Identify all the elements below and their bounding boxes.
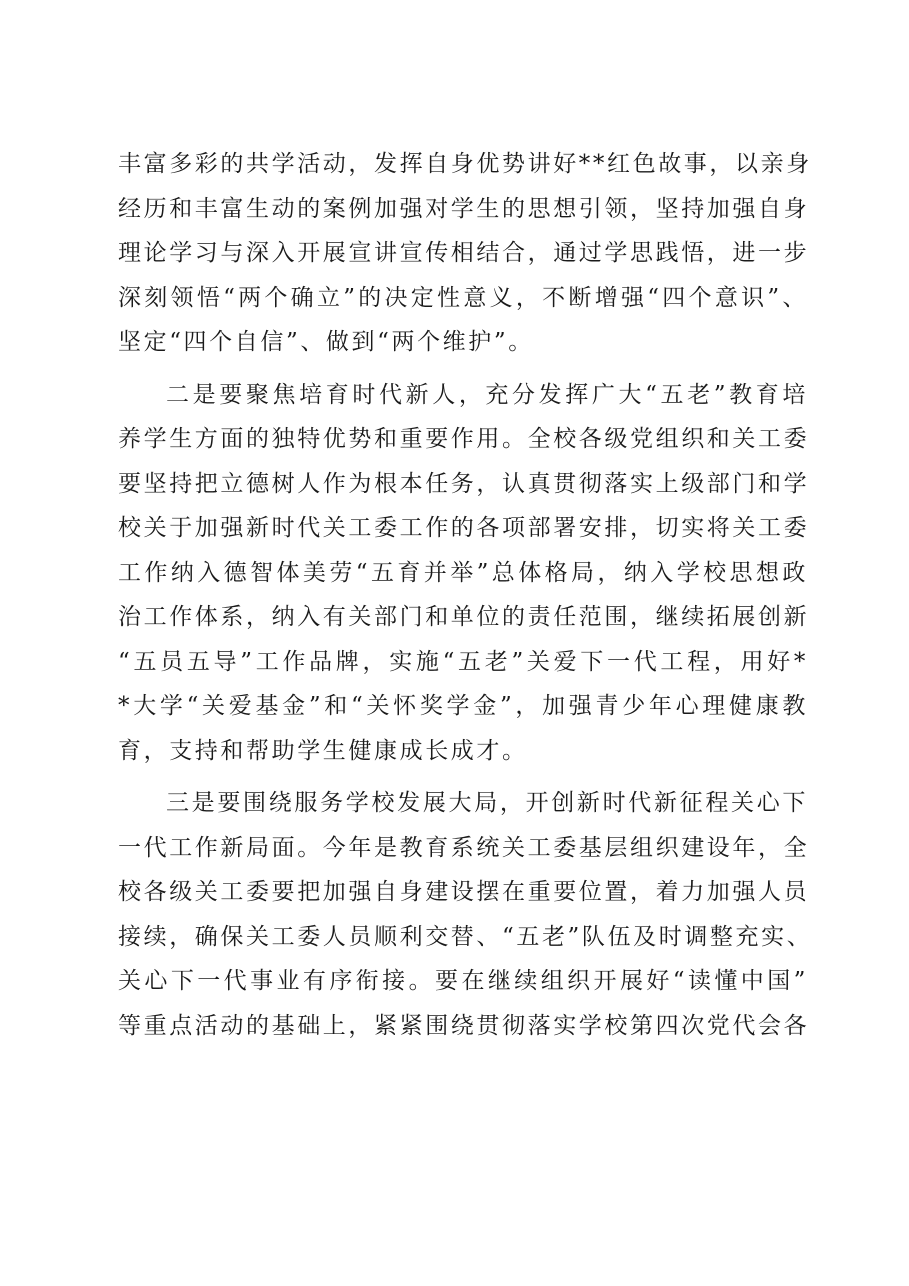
text-line: 校关于加强新时代关工委工作的各项部署安排，切实将关工委 [118, 515, 810, 541]
text-line: 工作纳入德智体美劳“五育并举”总体格局，纳入学校思想政 [118, 559, 808, 586]
text-line: 理论学习与深入开展宣讲宣传相结合，通过学思践悟，进一步 [118, 240, 810, 266]
text-line: 育，支持和帮助学生健康成长成才。 [118, 737, 528, 764]
text-line: 深刻领悟“两个确立”的决定性意义，不断增强“四个意识”、 [118, 284, 808, 311]
text-line: 一代工作新局面。今年是教育系统关工委基层组织建设年，全 [118, 834, 810, 861]
text-line: 关心下一代事业有序衔接。要在继续组织开展好“读懂中国” [118, 968, 808, 994]
text-line: 坚定“四个自信”、做到“两个维护”。 [118, 329, 534, 355]
paragraph-spacer [118, 773, 808, 781]
paragraph-2 [118, 373, 808, 774]
text-line: “五员五导”工作品牌，实施“五老”关爱下一代工程，用好* [118, 648, 808, 675]
text-line: 养学生方面的独特优势和重要作用。全校各级党组织和关工委 [118, 426, 810, 452]
text-line: 治工作体系，纳入有关部门和单位的责任范围，继续拓展创新 [118, 604, 810, 630]
text-line: 三是要围绕服务学校发展大局，开创新时代新征程关心下 [166, 790, 808, 816]
paragraph-3 [118, 781, 813, 1048]
text-line: 二是要聚焦培育时代新人，充分发挥广大“五老”教育培 [166, 381, 808, 408]
text-line: 校各级关工委要把加强自身建设摆在重要位置，着力加强人员 [118, 879, 810, 905]
text-line: 经历和丰富生动的案例加强对学生的思想引领，坚持加强自身 [118, 195, 810, 222]
document-body [118, 142, 813, 1048]
text-line: 接续，确保关工委人员顺利交替、“五老”队伍及时调整充实、 [118, 923, 813, 950]
text-line: *大学“关爱基金”和“关怀奖学金”，加强青少年心理健康教 [118, 693, 808, 719]
text-line: 要坚持把立德树人作为根本任务，认真贯彻落实上级部门和学 [118, 470, 810, 497]
text-line: 丰富多彩的共学活动，发挥自身优势讲好**红色故事，以亲身 [118, 151, 812, 177]
paragraph-1 [118, 142, 812, 365]
paragraph-spacer [118, 365, 808, 373]
text-line: 等重点活动的基础上，紧紧围绕贯彻落实学校第四次党代会各 [118, 1012, 810, 1039]
